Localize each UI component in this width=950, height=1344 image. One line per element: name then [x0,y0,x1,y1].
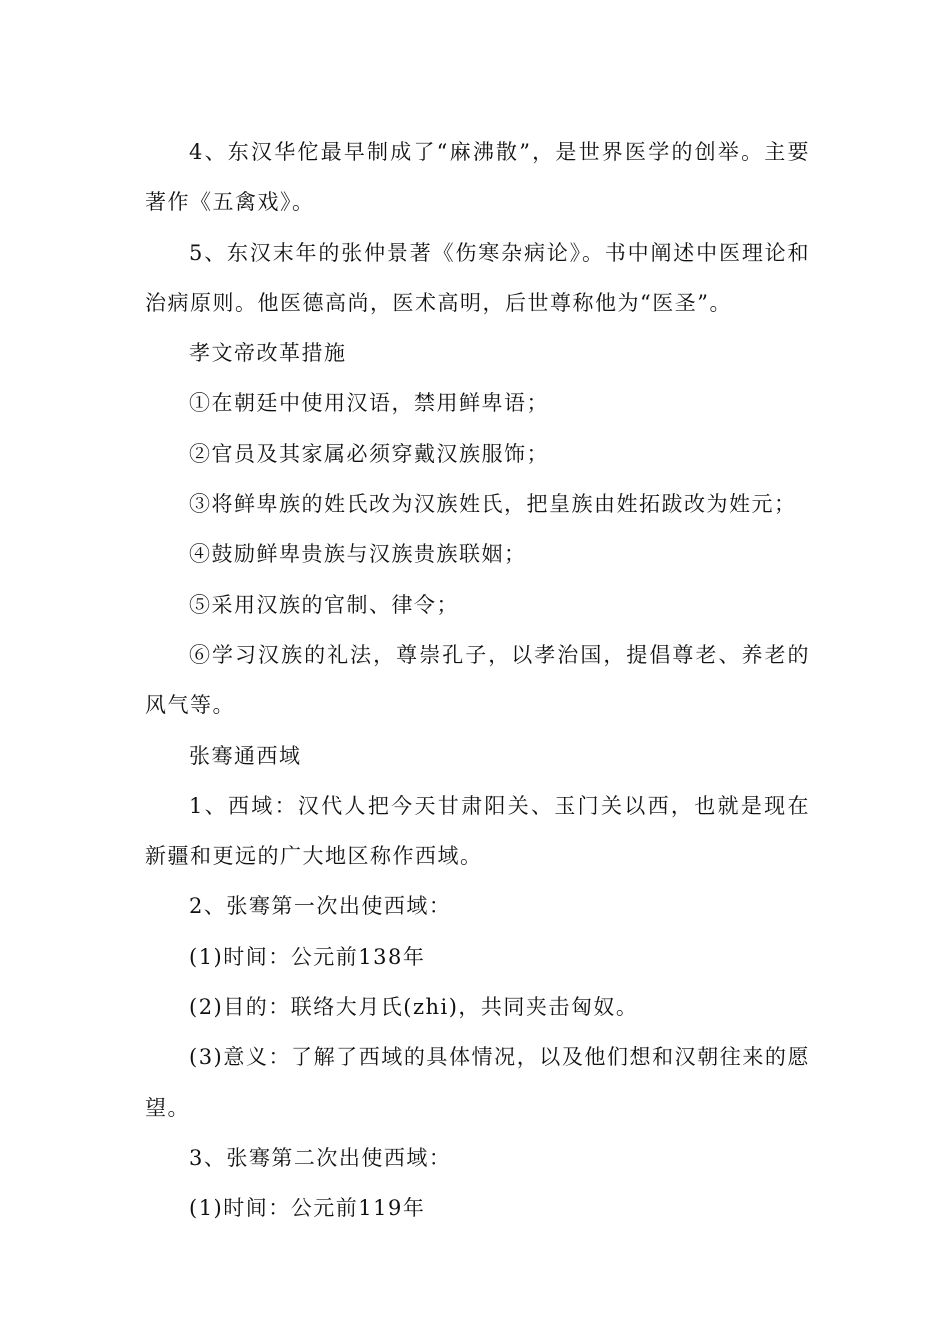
paragraph-second-mission: 3、张骞第二次出使西域： [189,1145,452,1170]
reform-item-5: ⑤采用汉族的官制、律令； [189,592,459,617]
paragraph-first-mission: 2、张骞第一次出使西域： [189,894,452,919]
first-mission-time: (1)时间：公元前138年 [189,944,426,969]
reform-item-4: ④鼓励鲜卑贵族与汉族贵族联姻； [189,542,527,567]
reform-item-1: ①在朝廷中使用汉语，禁用鲜卑语； [189,391,549,416]
first-mission-purpose: (2)目的：联络大月氏(zhi)，共同夹击匈奴。 [189,995,639,1020]
paragraph-zhangzhongjing: 5、东汉末年的张仲景著《伤寒杂病论》。书中阐述中医理论和治病原则。他医德高尚，医术高明，后世尊称他为“医圣”。 [145,240,810,315]
paragraph-huatuo: 4、东汉华佗最早制成了“麻沸散”，是世界医学的创举。主要著作《五禽戏》。 [145,140,810,215]
first-mission-significance: (3)意义：了解了西域的具体情况，以及他们想和汉朝往来的愿望。 [145,1045,810,1120]
reform-item-3: ③将鲜卑族的姓氏改为汉族姓氏，把皇族由姓拓跋改为姓元； [189,492,797,517]
section-heading-zhangqian: 张骞通西域 [189,743,302,768]
second-mission-time: (1)时间：公元前119年 [189,1196,426,1221]
reform-item-6: ⑥学习汉族的礼法，尊崇孔子，以孝治国，提倡尊老、养老的风气等。 [145,642,810,718]
section-heading-xiaowendi-reform: 孝文帝改革措施 [189,341,347,366]
paragraph-xiyu-definition: 1、西域：汉代人把今天甘肃阳关、玉门关以西，也就是现在新疆和更远的广大地区称作西域。 [145,793,810,869]
document-body [145,127,810,1234]
reform-item-2: ②官员及其家属必须穿戴汉族服饰； [189,441,549,466]
